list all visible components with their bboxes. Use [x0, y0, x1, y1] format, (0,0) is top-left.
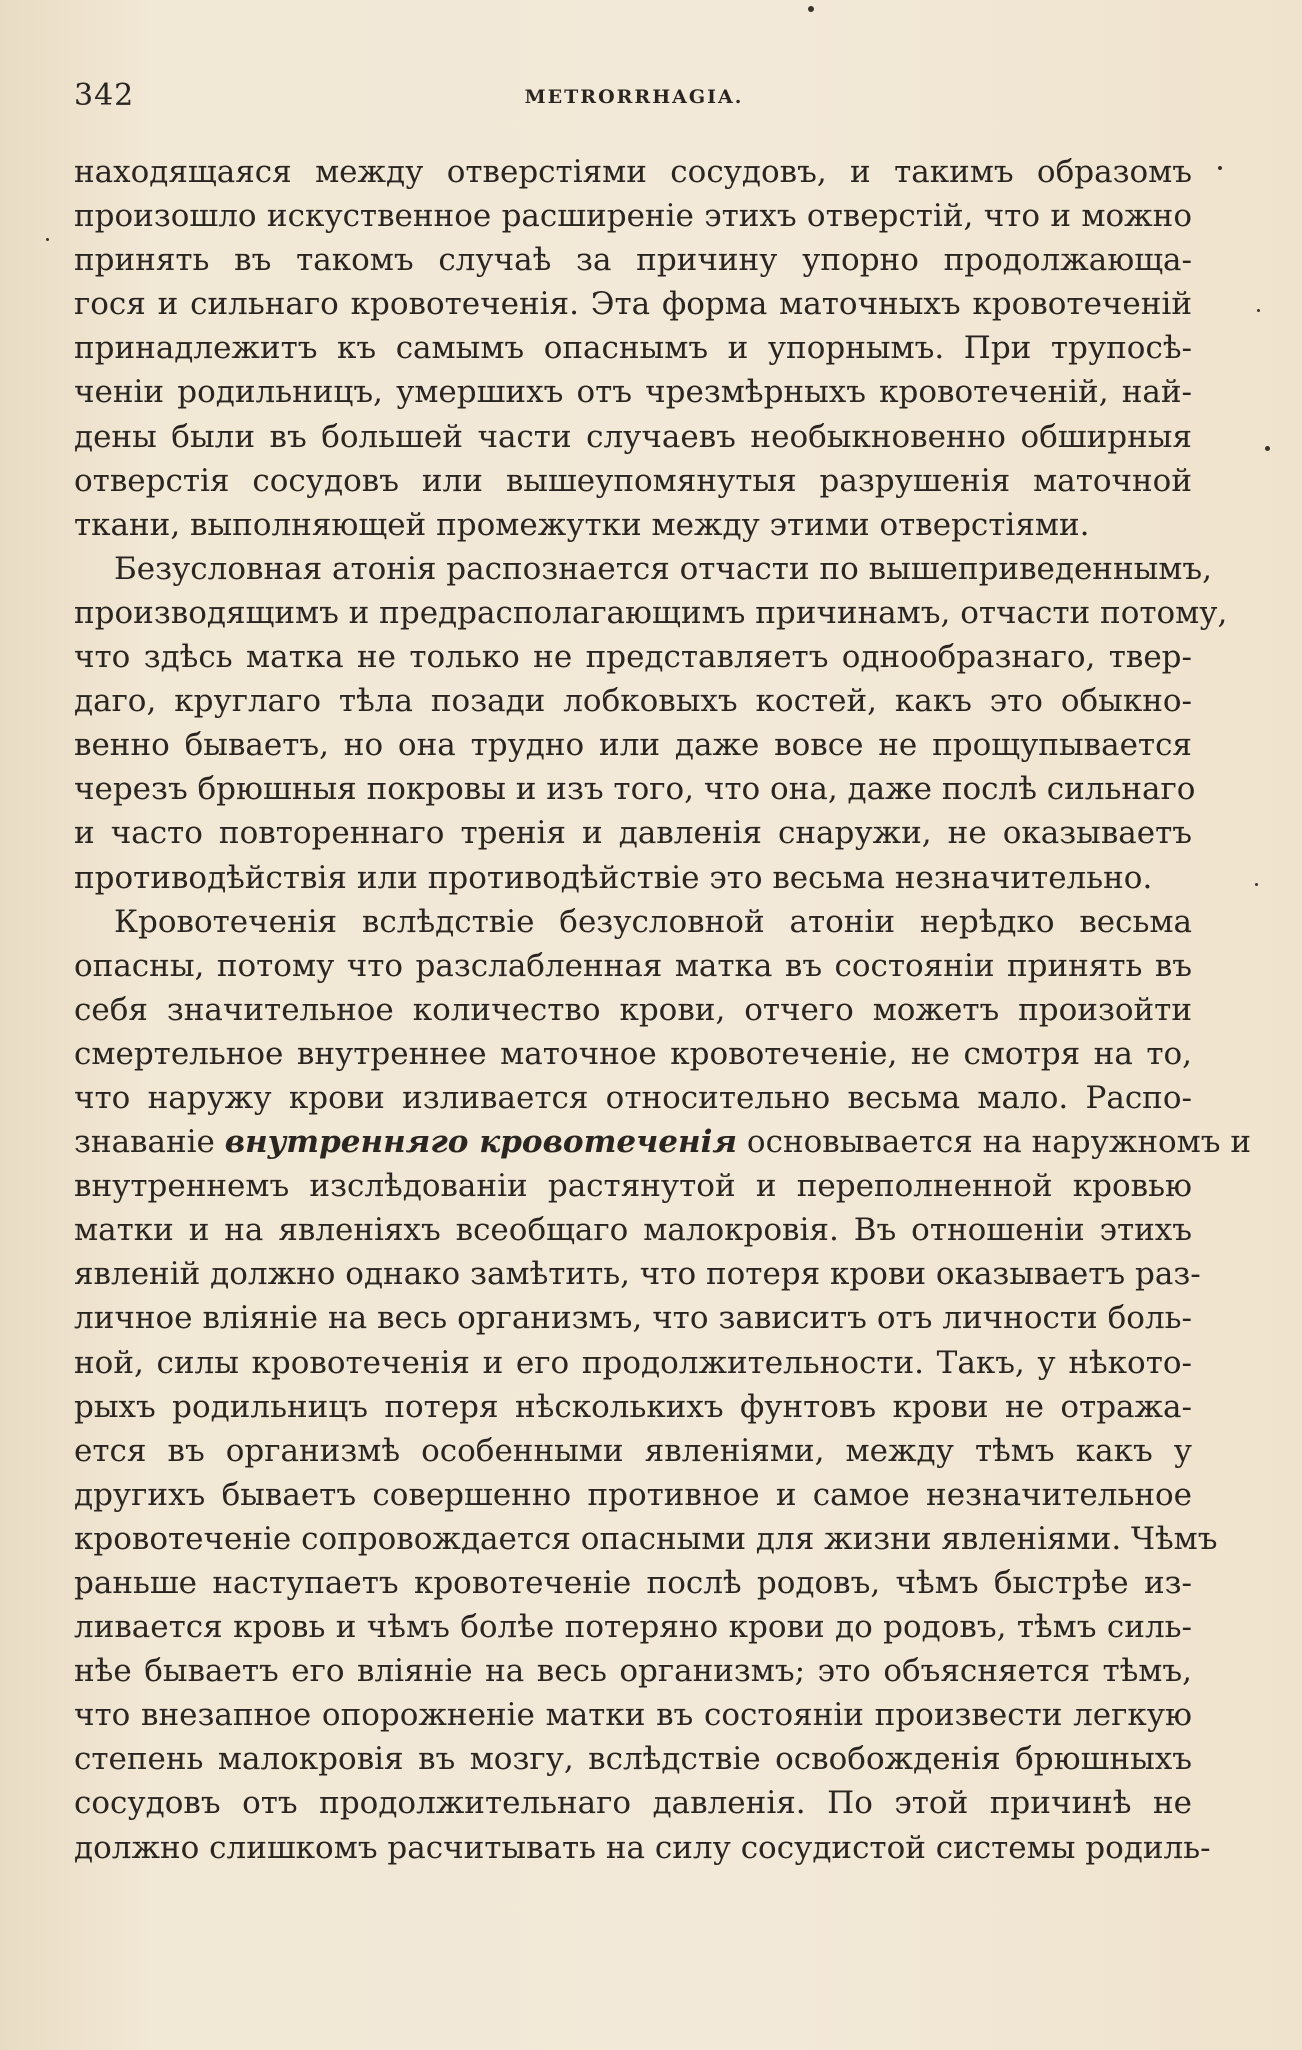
text-line: что наружу крови изливается относительно весьма мало. Распо- [74, 1079, 1192, 1116]
text-line: должно слишкомъ расчитывать на силу сосудистой системы родиль- [74, 1829, 1211, 1866]
text-line: смертельное внутреннее маточное кровотеченіе, не смотря на то, [74, 1035, 1192, 1072]
text-line: ной, силы кровотеченія и его продолжительности. Такъ, у нѣкото- [74, 1344, 1192, 1381]
text-line: нѣе бываетъ его вліяніе на весь организмъ; это объясняется тѣмъ, [74, 1653, 1192, 1690]
text-line: личное вліяніе на весь организмъ, что зависитъ отъ личности боль- [74, 1300, 1192, 1337]
text-line: явленій должно однако замѣтить, что потеря крови оказываетъ раз- [74, 1256, 1201, 1293]
text-line: раньше наступаетъ кровотеченіе послѣ родовъ, чѣмъ быстрѣе из- [74, 1565, 1192, 1601]
page-number: 342 [74, 78, 135, 113]
text-line: ется въ организмѣ особенными явленіями, между тѣмъ какъ у [74, 1432, 1192, 1469]
text-line: находящаяся между отверстіями сосудовъ, и такимъ образомъ [74, 154, 1192, 190]
text-line: черезъ брюшныя покровы и изъ того, что она, даже послѣ сильнаго [74, 771, 1196, 808]
text-line: дены были въ большей части случаевъ необыкновенно обширныя [74, 418, 1192, 455]
running-head: METRORRHAGIA. [524, 86, 744, 108]
emphasized-term: внутренняго кровотеченія [224, 1124, 738, 1161]
text-line: принадлежитъ къ самымъ опаснымъ и упорнымъ. При трупосѣ- [74, 330, 1192, 367]
text-line: матки и на явленіяхъ всеобщаго малокровія. Въ отношеніи этихъ [74, 1212, 1192, 1249]
text-line: ливается кровь и чѣмъ болѣе потеряно крови до родовъ, тѣмъ силь- [74, 1609, 1192, 1646]
text-line: произошло искуственное расширеніе этихъ отверстій, что и можно [74, 198, 1192, 235]
text-line: что здѣсь матка не только не представляетъ однообразнаго, твер- [74, 639, 1192, 676]
text-line: и часто повтореннаго тренія и давленія снаружи, не оказываетъ [74, 815, 1192, 852]
ink-speck [1255, 883, 1258, 886]
text-line: отверстія сосудовъ или вышеупомянутыя разрушенія маточной [74, 462, 1192, 499]
text-line [74, 1120, 1252, 1164]
text-line: венно бываетъ, но она трудно или даже вовсе не прощупывается [74, 727, 1192, 764]
text-line: производящимъ и предрасполагающимъ причинамъ, отчасти потому, [74, 594, 1228, 631]
text-line: опасны, потому что разслабленная матка въ состояніи принять въ [74, 947, 1192, 984]
text-segment: основывается на наружномъ и [737, 1124, 1252, 1161]
text-line: Кровотеченія вслѣдствіе безусловной атоніи нерѣдко весьма [114, 903, 1192, 940]
text-line: принять въ такомъ случаѣ за причину упорно продолжающа- [74, 242, 1192, 279]
body-text [74, 150, 1252, 1870]
page-header [74, 78, 1194, 118]
text-line: противодѣйствія или противодѣйствіе это весьма незначительно. [74, 859, 1153, 896]
text-line: степень малокровія въ мозгу, вслѣдствіе освобожденія брюшныхъ [74, 1741, 1192, 1778]
text-line: рыхъ родильницъ потеря нѣсколькихъ фунтовъ крови не отража- [74, 1388, 1192, 1425]
text-line: даго, круглаго тѣла позади лобковыхъ костей, какъ это обыкно- [74, 683, 1192, 720]
ink-speck [1265, 446, 1270, 451]
text-line: ченіи родильницъ, умершихъ отъ чрезмѣрныхъ кровотеченій, най- [74, 374, 1192, 411]
text-line: другихъ бываетъ совершенно противное и самое незначительное [74, 1476, 1192, 1513]
text-line: внутреннемъ изслѣдованіи растянутой и переполненной кровью [74, 1168, 1192, 1205]
ink-speck [1257, 309, 1260, 312]
text-line: гося и сильнаго кровотеченія. Эта форма маточныхъ кровотеченій [74, 286, 1192, 323]
text-line: Безусловная атонія распознается отчасти по вышеприведеннымъ, [114, 550, 1212, 587]
text-line: что внезапное опорожненіе матки въ состояніи произвести легкую [74, 1697, 1192, 1734]
text-line: сосудовъ отъ продолжительнаго давленія. По этой причинѣ не [74, 1785, 1192, 1822]
ink-speck [46, 238, 49, 241]
text-line: ткани, выполняющей промежутки между этими отверстіями. [74, 506, 1090, 543]
text-line: себя значительное количество крови, отчего можетъ произойти [74, 991, 1192, 1028]
text-line: кровотеченіе сопровождается опасными для жизни явленіями. Чѣмъ [74, 1520, 1218, 1557]
ink-speck [808, 6, 814, 12]
ink-speck [1218, 166, 1222, 170]
text-segment: знаваніе [74, 1124, 225, 1161]
